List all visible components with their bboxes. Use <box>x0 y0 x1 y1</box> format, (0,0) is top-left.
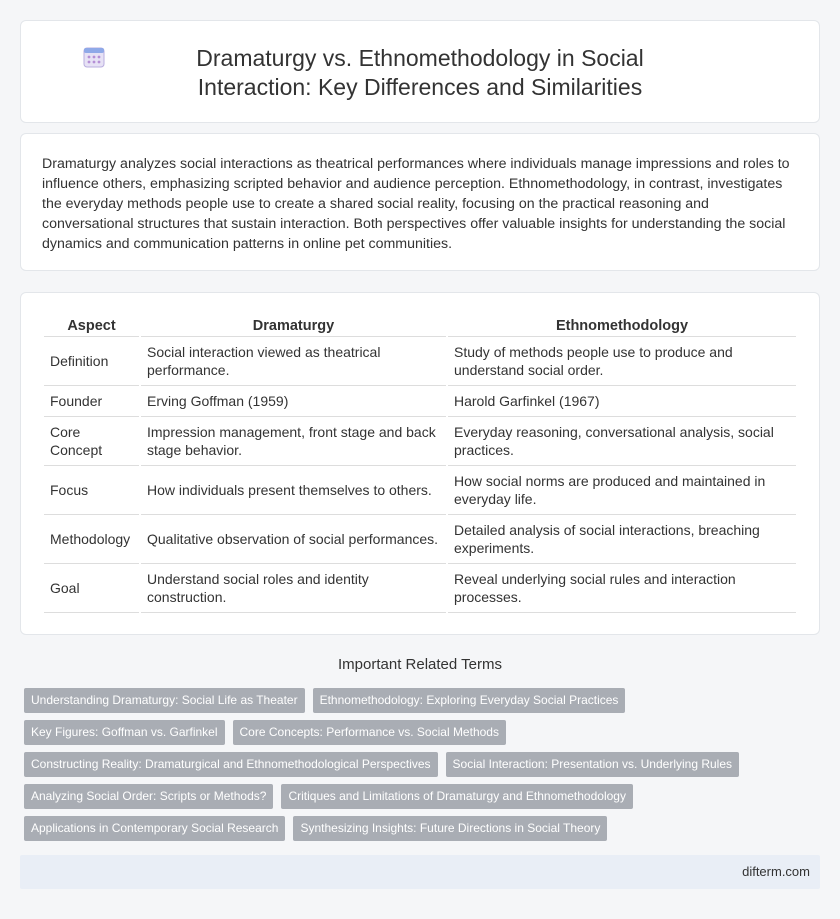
header-ethnomethodology: Ethnomethodology <box>448 314 796 337</box>
related-term-tag[interactable]: Social Interaction: Presentation vs. Underlying Rules <box>446 752 739 777</box>
tag-row <box>24 816 804 848</box>
table-cell: Study of methods people use to produce and understand social order. <box>448 337 796 386</box>
related-terms-list <box>24 688 804 848</box>
table-row <box>44 515 796 564</box>
page-title: Dramaturgy vs. Ethnomethodology in Social Interaction: Key Differences and Similarities <box>196 45 644 100</box>
table-cell: Definition <box>44 337 139 386</box>
related-term-tag[interactable]: Constructing Reality: Dramaturgical and Ethnomethodological Perspectives <box>24 752 438 777</box>
tag-row <box>24 688 804 720</box>
related-term-tag[interactable]: Synthesizing Insights: Future Directions in Social Theory <box>293 816 607 841</box>
footer-site-link[interactable]: difterm.com <box>742 864 810 879</box>
table-cell: How social norms are produced and maintained in everyday life. <box>448 466 796 515</box>
table-cell: Qualitative observation of social performances. <box>141 515 446 564</box>
table-cell: Detailed analysis of social interactions, breaching experiments. <box>448 515 796 564</box>
tag-row <box>24 784 804 816</box>
table-row <box>44 564 796 613</box>
related-term-tag[interactable]: Key Figures: Goffman vs. Garfinkel <box>24 720 225 745</box>
table-row <box>44 337 796 386</box>
tag-row <box>24 720 804 752</box>
table-cell: Reveal underlying social rules and interaction processes. <box>448 564 796 613</box>
related-terms-heading: Important Related Terms <box>338 656 502 673</box>
tag-row <box>24 752 804 784</box>
table-cell: Understand social roles and identity construction. <box>141 564 446 613</box>
header-dramaturgy: Dramaturgy <box>141 314 446 337</box>
table-cell: Social interaction viewed as theatrical performance. <box>141 337 446 386</box>
table-cell: Harold Garfinkel (1967) <box>448 386 796 417</box>
table-cell: Everyday reasoning, conversational analysis, social practices. <box>448 417 796 466</box>
table-cell: Core Concept <box>44 417 139 466</box>
footer <box>20 855 820 889</box>
related-term-tag[interactable]: Analyzing Social Order: Scripts or Methods? <box>24 784 273 809</box>
related-term-tag[interactable]: Ethnomethodology: Exploring Everyday Social Practices <box>313 688 626 713</box>
table-cell: Goal <box>44 564 139 613</box>
table-cell: Erving Goffman (1959) <box>141 386 446 417</box>
related-term-tag[interactable]: Understanding Dramaturgy: Social Life as Theater <box>24 688 305 713</box>
intro-card <box>20 133 820 271</box>
table-cell: Methodology <box>44 515 139 564</box>
comparison-table-card <box>20 292 820 635</box>
header-aspect: Aspect <box>44 314 139 337</box>
title-card <box>20 20 820 123</box>
table-cell: Impression management, front stage and back stage behavior. <box>141 417 446 466</box>
intro-text: Dramaturgy analyzes social interactions as theatrical performances where individuals manage impressions and roles to influence others, emphasizing scripted behavior and audience perception. Ethnomethodology, in contrast, investigates the everyday methods people use to create a shared social reality, focusing on the practical reasoning and conversational structures that sustain interaction. Both perspectives offer valuable insights for understanding the social dynamics and communication patterns in online pet communities. <box>42 156 790 252</box>
related-term-tag[interactable]: Critiques and Limitations of Dramaturgy and Ethnomethodology <box>281 784 633 809</box>
related-term-tag[interactable]: Applications in Contemporary Social Research <box>24 816 285 841</box>
table-cell: How individuals present themselves to others. <box>141 466 446 515</box>
related-term-tag[interactable]: Core Concepts: Performance vs. Social Methods <box>233 720 506 745</box>
table-cell: Focus <box>44 466 139 515</box>
table-row <box>44 466 796 515</box>
table-cell: Founder <box>44 386 139 417</box>
comparison-table <box>42 314 798 613</box>
table-row <box>44 386 796 417</box>
table-header-row <box>44 314 796 337</box>
table-row <box>44 417 796 466</box>
